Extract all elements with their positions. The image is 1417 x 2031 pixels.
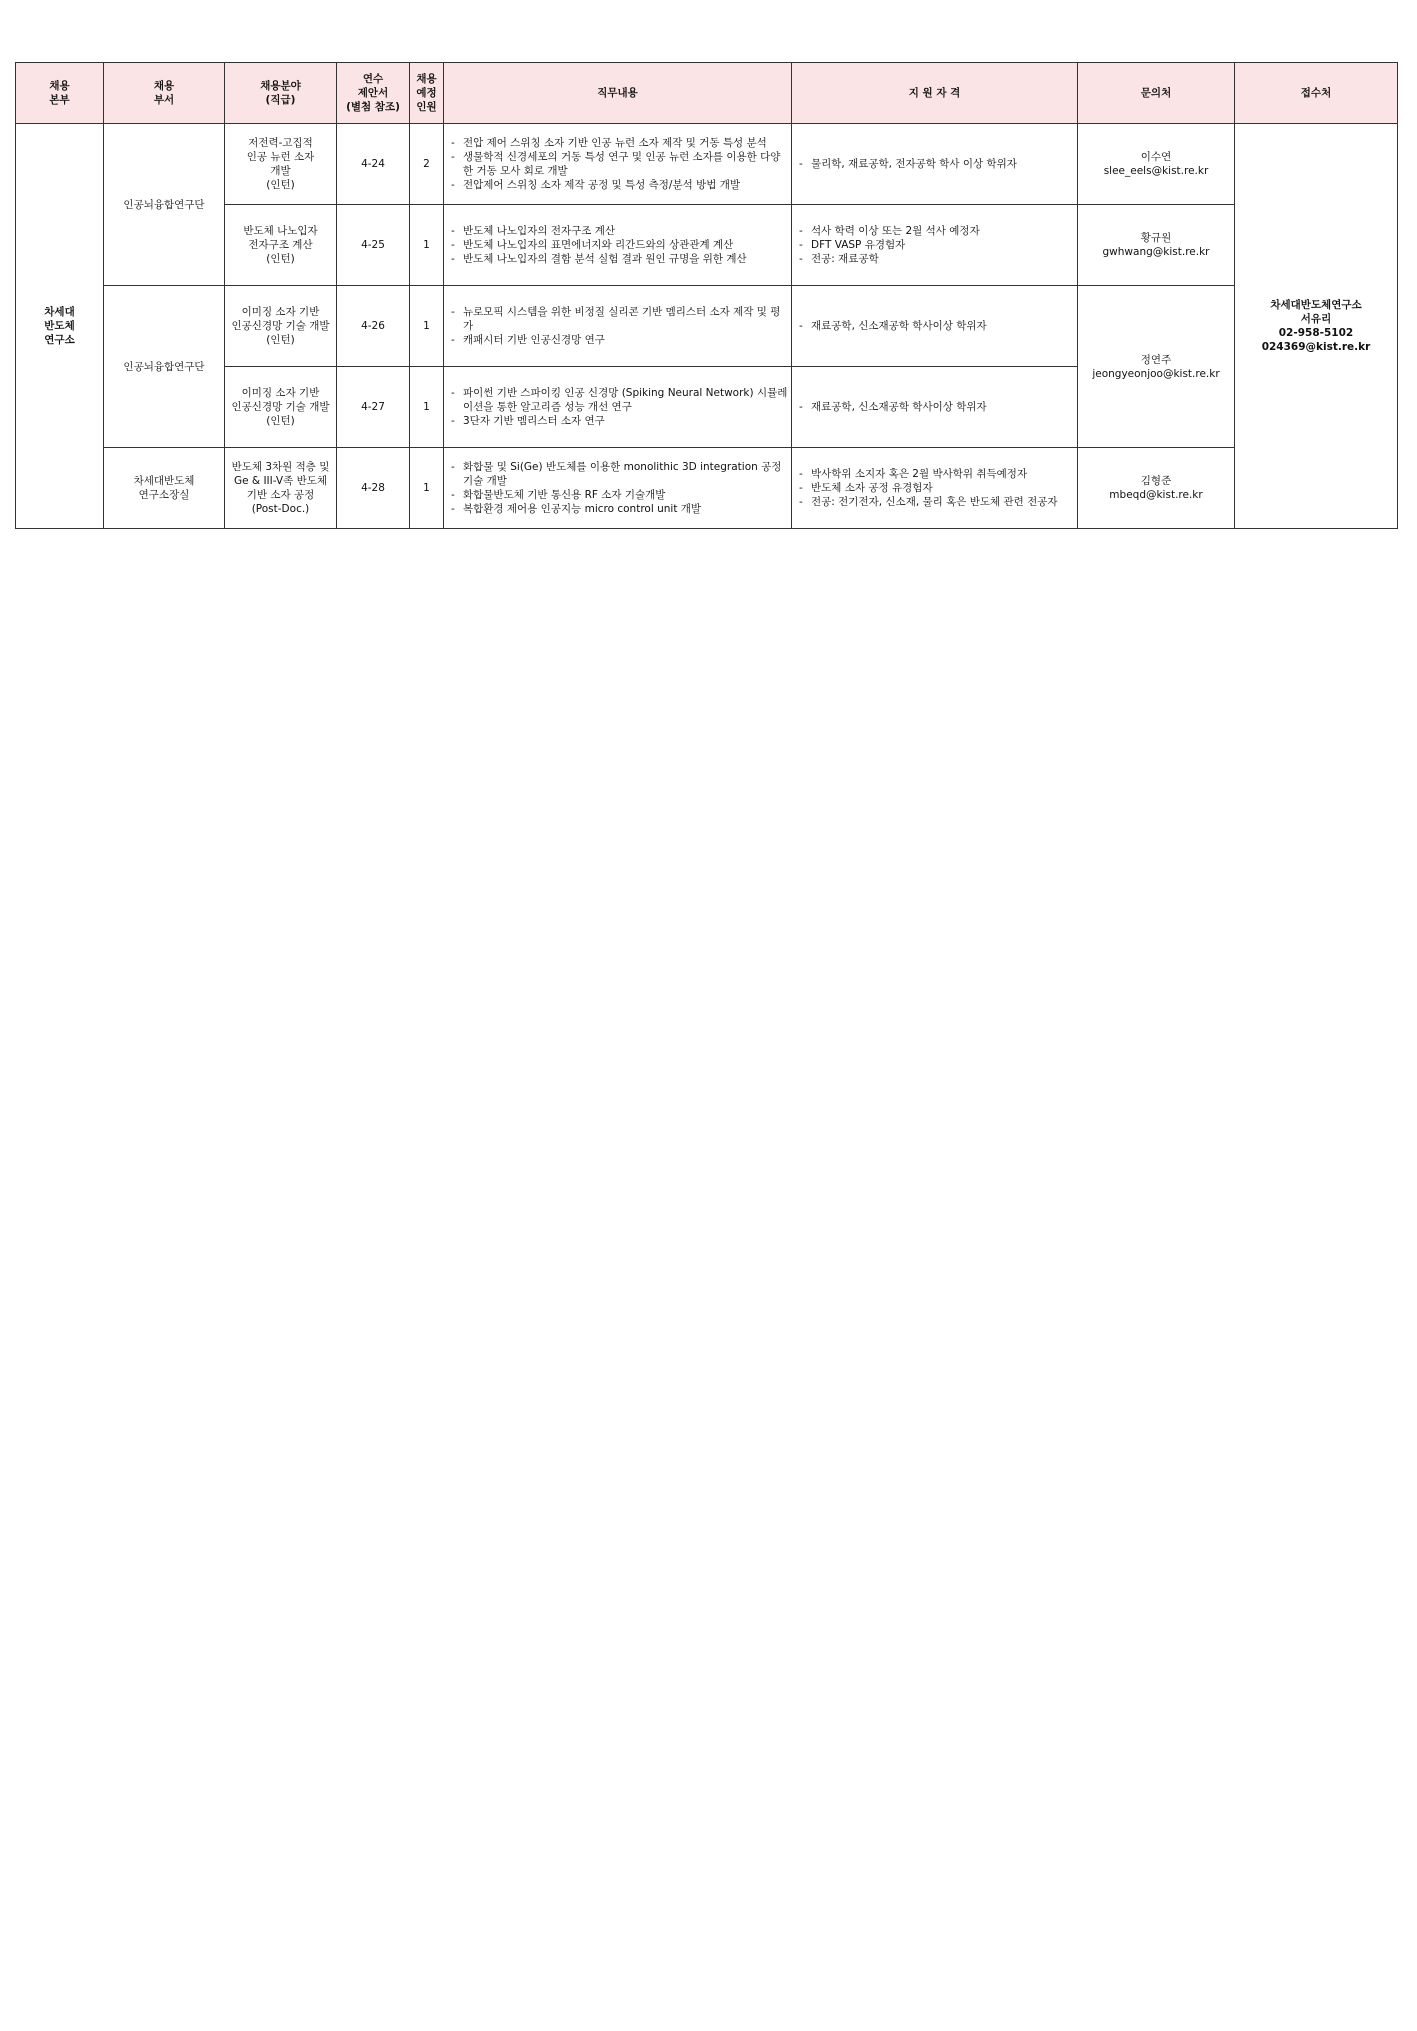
qualification-item: - 재료공학, 신소재공학 학사이상 학위자 [799,400,1074,414]
header-department: 채용 부서 [104,63,225,124]
department-cell: 인공뇌융합연구단 [104,124,225,286]
qualification-item: - DFT VASP 유경험자 [799,238,1074,252]
qualification-item: - 재료공학, 신소재공학 학사이상 학위자 [799,319,1074,333]
qualifications-cell [792,286,1078,367]
duty-item: - 생물학적 신경세포의 거동 특성 연구 및 인공 뉴런 소자를 이용한 다양한 거동 모사 회로 개발 [451,150,788,178]
headcount-cell: 1 [410,448,444,529]
duty-item: - 캐패시터 기반 인공신경망 연구 [451,333,788,347]
qualification-item: - 물리학, 재료공학, 전자공학 학사 이상 학위자 [799,157,1074,171]
proposal-cell: 4-26 [337,286,410,367]
header-reception: 접수처 [1235,63,1398,124]
duty-item: - 3단자 기반 멤리스터 소자 연구 [451,414,788,428]
header-headcount: 채용 예정 인원 [410,63,444,124]
qualification-item: - 석사 학력 이상 또는 2월 석사 예정자 [799,224,1074,238]
contact-cell: 김형준 mbeqd@kist.re.kr [1078,448,1235,529]
header-field: 채용분야 (직급) [225,63,337,124]
qualification-item: - 반도체 소자 공정 유경험자 [799,481,1074,495]
duties-cell [444,367,792,448]
reception-cell: 차세대반도체연구소 서유리 02-958-5102 024369@kist.re.kr [1235,124,1398,529]
contact-cell: 이수연 slee_eels@kist.re.kr [1078,124,1235,205]
duty-item: - 반도체 나노입자의 전자구조 계산 [451,224,788,238]
header-proposal: 연수 제안서 (별첨 참조) [337,63,410,124]
recruitment-table [15,62,1398,529]
duty-item: - 복합환경 제어용 인공지능 micro control unit 개발 [451,502,788,516]
table-row [16,286,1398,367]
qualification-item: - 전공: 재료공학 [799,252,1074,266]
department-cell: 차세대반도체 연구소장실 [104,448,225,529]
header-qualifications: 지 원 자 격 [792,63,1078,124]
duty-item: - 파이썬 기반 스파이킹 인공 신경망 (Spiking Neural Network) 시뮬레이션을 통한 알고리즘 성능 개선 연구 [451,386,788,414]
qualifications-cell [792,124,1078,205]
proposal-cell: 4-28 [337,448,410,529]
duty-item: - 반도체 나노입자의 표면에너지와 리간드와의 상관관계 계산 [451,238,788,252]
qualifications-cell [792,448,1078,529]
qualifications-cell [792,367,1078,448]
header-duties: 직무내용 [444,63,792,124]
duties-cell [444,205,792,286]
table-row [16,124,1398,205]
headcount-cell: 1 [410,286,444,367]
department-cell: 인공뇌융합연구단 [104,286,225,448]
proposal-cell: 4-24 [337,124,410,205]
hq-cell: 차세대 반도체 연구소 [16,124,104,529]
field-cell: 이미징 소자 기반 인공신경망 기술 개발 (인턴) [225,286,337,367]
table-row [16,448,1398,529]
field-cell: 저전력-고집적 인공 뉴런 소자 개발 (인턴) [225,124,337,205]
duty-item: - 반도체 나노입자의 결함 분석 실험 결과 원인 규명을 위한 계산 [451,252,788,266]
qualifications-cell [792,205,1078,286]
duties-cell [444,124,792,205]
header-row [16,63,1398,124]
duty-item: - 뉴로모픽 시스템을 위한 비정질 실리콘 기반 멤리스터 소자 제작 및 평가 [451,305,788,333]
header-hq: 채용 본부 [16,63,104,124]
duty-item: - 전압 제어 스위칭 소자 기반 인공 뉴런 소자 제작 및 거동 특성 분석 [451,136,788,150]
contact-cell: 정연주 jeongyeonjoo@kist.re.kr [1078,286,1235,448]
duty-item: - 화합물반도체 기반 통신용 RF 소자 기술개발 [451,488,788,502]
qualification-item: - 전공: 전기전자, 신소재, 물리 혹은 반도체 관련 전공자 [799,495,1074,509]
field-cell: 이미징 소자 기반 인공신경망 기술 개발 (인턴) [225,367,337,448]
proposal-cell: 4-27 [337,367,410,448]
duties-cell [444,448,792,529]
duties-cell [444,286,792,367]
headcount-cell: 1 [410,205,444,286]
qualification-item: - 박사학위 소지자 혹은 2월 박사학위 취득예정자 [799,467,1074,481]
field-cell: 반도체 3차원 적층 및 Ge & III-V족 반도체 기반 소자 공정 (Post-Doc.) [225,448,337,529]
header-contact: 문의처 [1078,63,1235,124]
proposal-cell: 4-25 [337,205,410,286]
headcount-cell: 2 [410,124,444,205]
contact-cell: 황규원 gwhwang@kist.re.kr [1078,205,1235,286]
headcount-cell: 1 [410,367,444,448]
field-cell: 반도체 나노입자 전자구조 계산 (인턴) [225,205,337,286]
duty-item: - 화합물 및 Si(Ge) 반도체를 이용한 monolithic 3D integration 공정 기술 개발 [451,460,788,488]
duty-item: - 전압제어 스위칭 소자 제작 공정 및 특성 측정/분석 방법 개발 [451,178,788,192]
